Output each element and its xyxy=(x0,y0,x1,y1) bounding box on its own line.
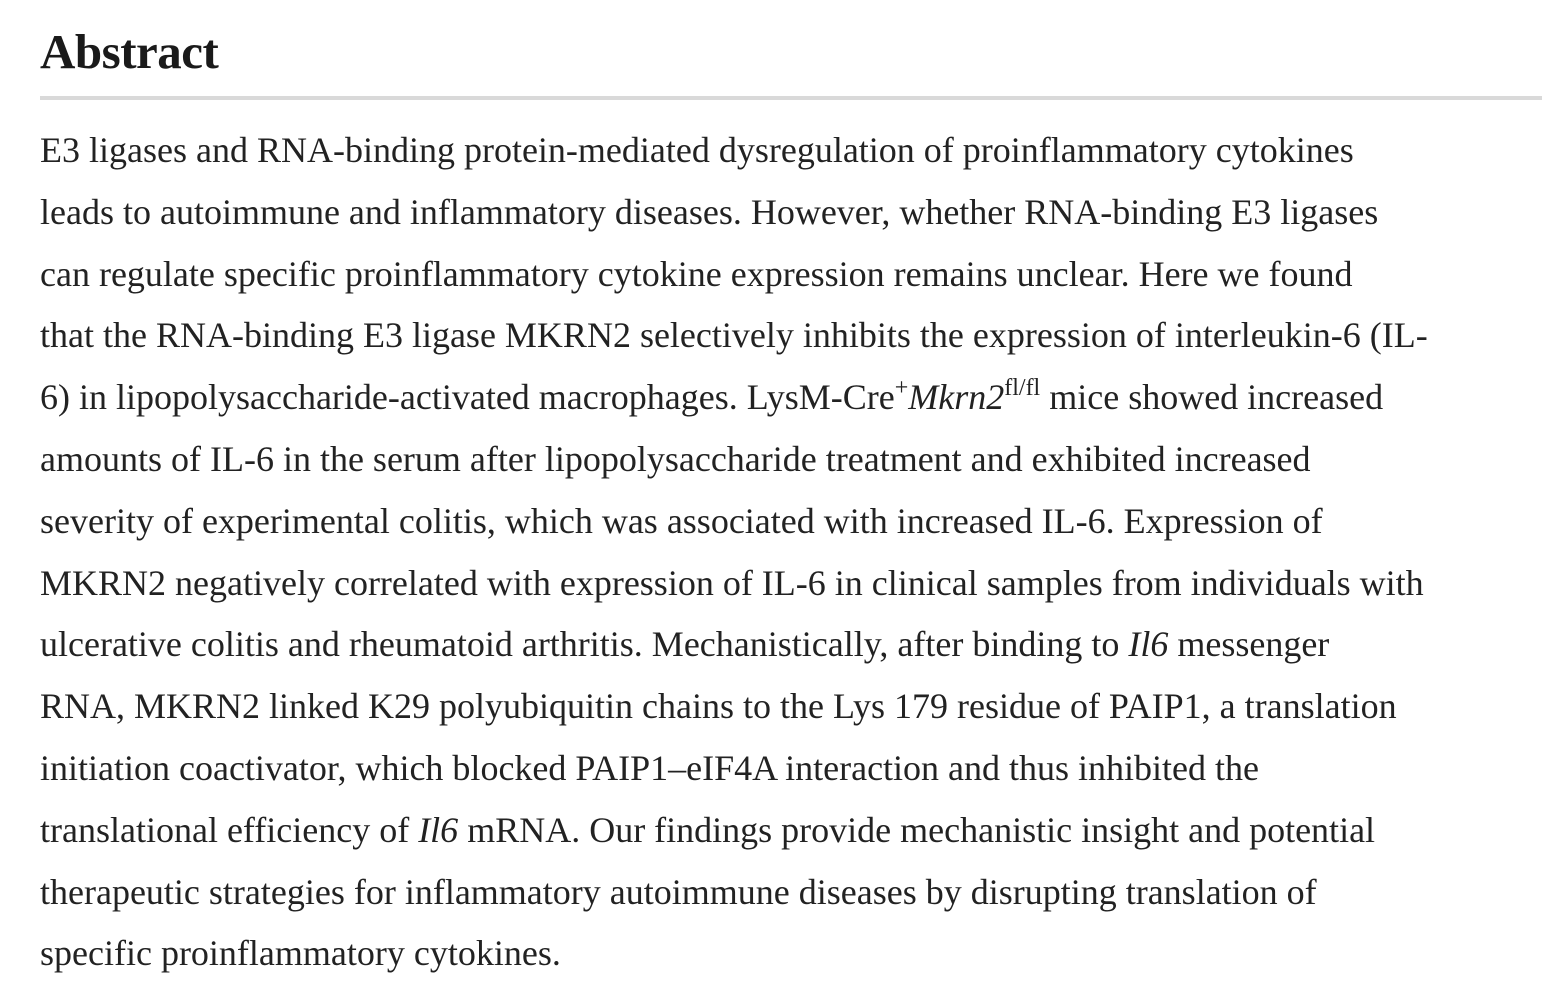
abstract-line xyxy=(40,800,1540,862)
abstract-line: MKRN2 negatively correlated with expression of IL-6 in clinical samples from individuals with xyxy=(40,562,1424,603)
abstract-line: amounts of IL-6 in the serum after lipopolysaccharide treatment and exhibited increased xyxy=(40,438,1311,479)
abstract-text xyxy=(40,120,1540,985)
gene-name: Il6 xyxy=(418,809,459,850)
abstract-section xyxy=(40,20,1542,985)
text-run: 6) in lipopolysaccharide-activated macrophages. LysM-Cre xyxy=(40,377,895,418)
text-run: translational efficiency of xyxy=(40,809,419,850)
abstract-line xyxy=(40,367,1540,429)
gene-name: Mkrn2 xyxy=(908,377,1005,418)
abstract-line: that the RNA-binding E3 ligase MKRN2 selectively inhibits the expression of interleukin-6 (IL- xyxy=(40,315,1428,356)
superscript-plus: + xyxy=(894,375,909,402)
text-run: messenger xyxy=(1168,624,1330,665)
abstract-line: initiation coactivator, which blocked PAIP1–eIF4A interaction and thus inhibited the xyxy=(40,747,1260,788)
gene-name: Il6 xyxy=(1128,624,1169,665)
abstract-line: leads to autoimmune and inflammatory diseases. However, whether RNA-binding E3 ligases xyxy=(40,191,1379,232)
abstract-line: therapeutic strategies for inflammatory autoimmune diseases by disrupting translation of xyxy=(40,871,1317,912)
abstract-line xyxy=(40,614,1540,676)
heading-divider xyxy=(40,96,1542,100)
abstract-line: can regulate specific proinflammatory cytokine expression remains unclear. Here we found xyxy=(40,253,1353,294)
superscript-flox: fl/fl xyxy=(1004,375,1041,402)
abstract-line: E3 ligases and RNA-binding protein-mediated dysregulation of proinflammatory cytokines xyxy=(40,130,1354,170)
text-run: mRNA. Our findings provide mechanistic insight and potential xyxy=(458,809,1376,850)
abstract-line: severity of experimental colitis, which was associated with increased IL-6. Expression of xyxy=(40,500,1323,541)
abstract-heading: Abstract xyxy=(40,24,219,79)
text-run: ulcerative colitis and rheumatoid arthritis. Mechanistically, after binding to xyxy=(40,624,1129,665)
abstract-line: specific proinflammatory cytokines. xyxy=(40,933,561,974)
text-run: mice showed increased xyxy=(1040,377,1384,418)
abstract-line: RNA, MKRN2 linked K29 polyubiquitin chains to the Lys 179 residue of PAIP1, a translation xyxy=(40,686,1397,727)
